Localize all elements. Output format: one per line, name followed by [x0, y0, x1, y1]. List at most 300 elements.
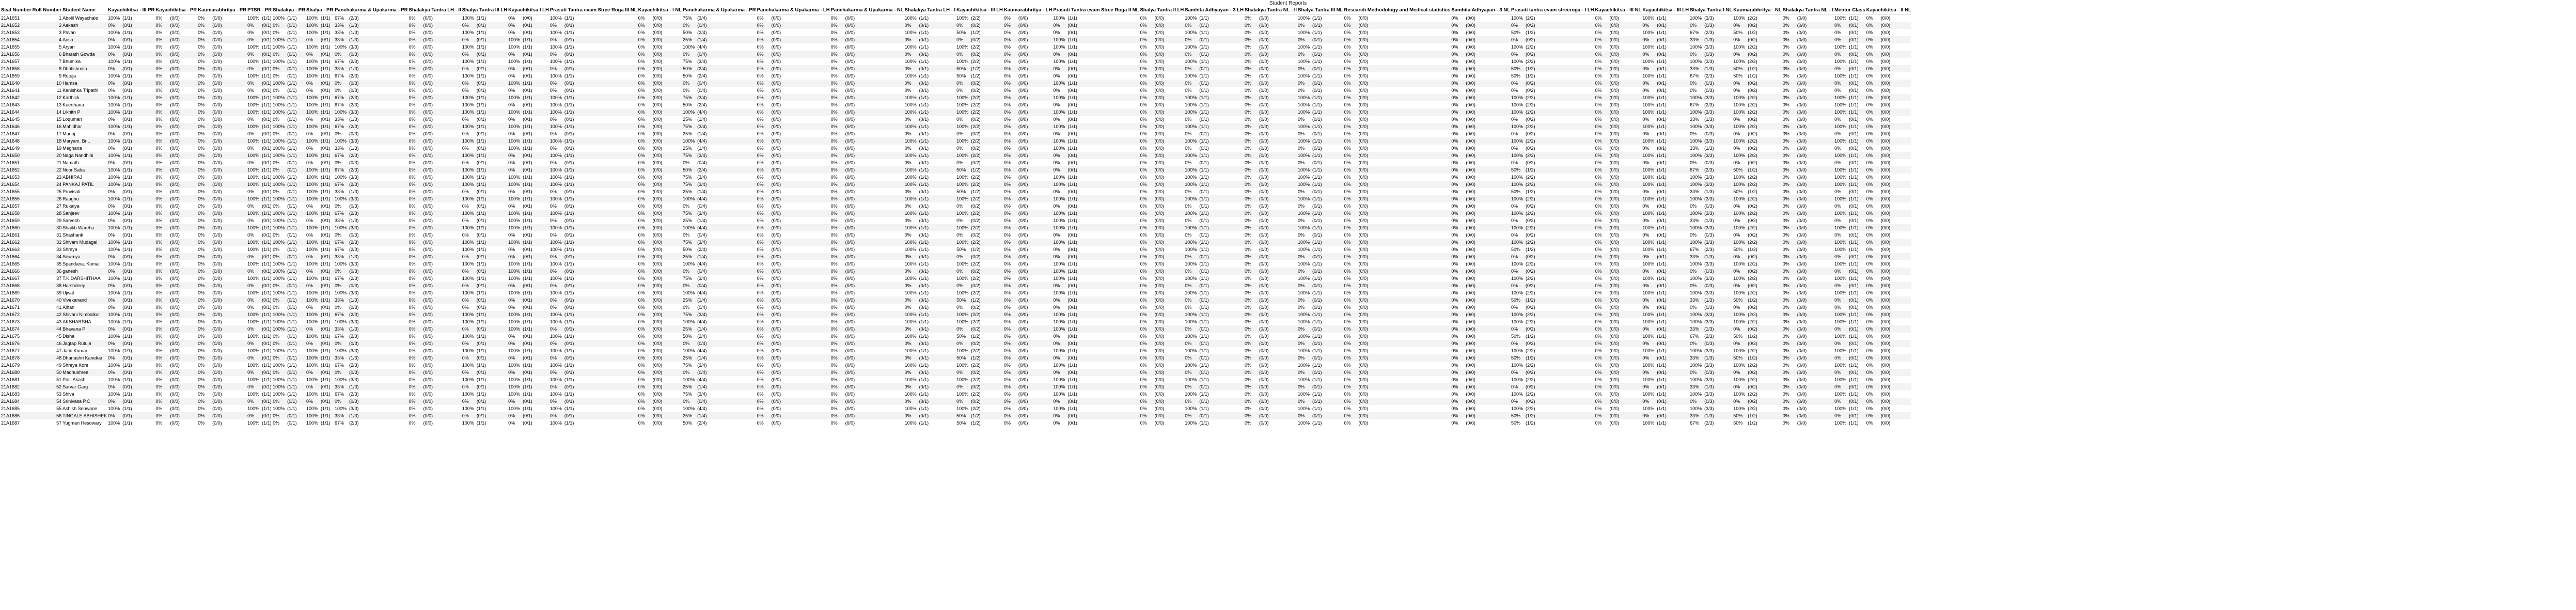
attendance-cell — [1641, 152, 1689, 159]
attendance-cell — [1244, 246, 1297, 253]
attendance-cell — [1052, 152, 1139, 159]
attendance-cell — [637, 217, 682, 224]
attendance-cell — [1450, 275, 1510, 282]
column-header[interactable]: Shalakya - PR — [272, 7, 305, 14]
attendance-cell — [637, 58, 682, 65]
column-header[interactable]: Kayachikitsa - III LH — [1641, 7, 1689, 14]
attendance-cell — [1450, 289, 1510, 296]
attendance-percent: 0% — [198, 196, 205, 201]
attendance-cell — [1184, 152, 1244, 159]
attendance-fraction: (1/1) — [262, 15, 272, 21]
roll-number-cell: 46 — [32, 340, 61, 347]
column-header[interactable]: Kayachikitsa I LH — [507, 7, 549, 14]
attendance-percent: 0% — [904, 117, 912, 122]
attendance-fraction: (0/0) — [1154, 102, 1164, 107]
attendance-percent: 100% — [508, 196, 521, 201]
attendance-fraction: (0/1) — [1067, 298, 1077, 303]
column-header[interactable]: Kaumarabhritya - LH — [1003, 7, 1052, 14]
attendance-cell — [1450, 87, 1510, 94]
seat-number-cell: 21A1671 — [1, 305, 20, 310]
attendance-cell — [334, 304, 408, 311]
attendance-percent: 0% — [757, 102, 764, 107]
attendance-cell — [107, 333, 154, 340]
attendance-cell — [756, 195, 830, 202]
attendance-cell — [1343, 354, 1450, 362]
student-name-cell: Sowmya — [61, 253, 107, 260]
attendance-fraction: (0/0) — [1358, 319, 1368, 324]
attendance-percent: 0% — [409, 290, 416, 295]
attendance-percent: 100% — [1298, 30, 1310, 35]
attendance-percent: 0% — [409, 204, 416, 209]
attendance-fraction: (0/1) — [564, 218, 574, 223]
attendance-fraction: (0/0) — [423, 124, 433, 129]
attendance-cell — [305, 246, 334, 253]
attendance-cell — [1184, 94, 1244, 101]
attendance-cell — [154, 152, 197, 159]
attendance-cell — [334, 108, 408, 116]
column-header[interactable]: Panchakarma & Upakarma - NL — [830, 7, 904, 14]
attendance-percent: 0% — [956, 88, 964, 93]
attendance-percent: 0% — [1003, 182, 1011, 187]
attendance-cell — [904, 311, 956, 318]
column-header[interactable]: Kayachikitsa - III NL — [1594, 7, 1642, 14]
attendance-percent: 100% — [247, 182, 260, 187]
attendance-cell — [682, 231, 756, 239]
attendance-percent: 100% — [508, 175, 521, 180]
attendance-fraction: (0/2) — [1526, 254, 1535, 259]
attendance-fraction: (1/1) — [919, 15, 929, 21]
attendance-fraction: (2/2) — [1526, 348, 1535, 353]
attendance-cell — [1865, 152, 1911, 159]
attendance-cell — [1594, 340, 1642, 347]
attendance-cell — [246, 268, 272, 275]
attendance-cell — [1732, 29, 1781, 36]
attendance-cell — [154, 72, 197, 80]
attendance-fraction: (0/0) — [652, 232, 663, 238]
attendance-fraction: (0/0) — [1154, 110, 1164, 115]
column-header[interactable]: Samhita Adhyayan - 3 LH — [1184, 7, 1244, 14]
attendance-percent: 67% — [1690, 30, 1700, 35]
attendance-fraction: (1/1) — [523, 290, 532, 295]
attendance-cell — [1244, 87, 1297, 94]
attendance-fraction: (2/3) — [349, 182, 359, 187]
attendance-fraction: (0/0) — [1259, 211, 1269, 216]
attendance-cell — [305, 260, 334, 268]
attendance-cell — [1139, 166, 1184, 174]
attendance-cell — [272, 311, 305, 318]
attendance-cell — [507, 145, 549, 152]
attendance-percent: 0% — [198, 153, 205, 158]
attendance-fraction: (0/0) — [845, 182, 855, 187]
attendance-percent: 0% — [508, 73, 515, 79]
column-header[interactable]: Prasuti Tantra evam Stree Roga II NL — [1052, 7, 1139, 14]
attendance-fraction: (1/1) — [1067, 15, 1077, 21]
attendance-cell — [756, 217, 830, 224]
attendance-cell — [549, 145, 637, 152]
attendance-percent: 100% — [1185, 247, 1197, 252]
attendance-cell — [1139, 260, 1184, 268]
attendance-fraction: (0/1) — [1312, 81, 1322, 86]
attendance-percent: 50% — [1733, 247, 1743, 252]
attendance-fraction: (0/1) — [1312, 283, 1322, 288]
attendance-percent: 0% — [108, 204, 115, 209]
attendance-cell — [197, 195, 246, 202]
attendance-fraction: (0/2) — [971, 218, 981, 223]
attendance-cell — [1865, 181, 1911, 188]
attendance-fraction: (0/0) — [212, 312, 222, 317]
attendance-percent: 0% — [1185, 117, 1192, 122]
attendance-cell — [1343, 152, 1450, 159]
attendance-fraction: (1/1) — [1312, 247, 1322, 252]
attendance-cell — [682, 304, 756, 311]
attendance-percent: 0% — [1511, 52, 1518, 57]
attendance-fraction: (0/0) — [845, 254, 855, 259]
attendance-percent: 100% — [1834, 124, 1847, 129]
attendance-cell — [197, 202, 246, 210]
attendance-fraction: (1/1) — [287, 44, 297, 50]
roll-number-cell: 26 — [32, 195, 61, 202]
attendance-fraction: (0/0) — [423, 44, 433, 50]
attendance-cell — [682, 174, 756, 181]
attendance-percent: 0% — [1642, 88, 1650, 93]
attendance-percent: 0% — [1451, 44, 1458, 50]
attendance-fraction: (2/2) — [1526, 153, 1535, 158]
column-header[interactable]: Roll Number — [32, 7, 61, 14]
column-header[interactable]: Panchakarma & Upakarma - LH — [756, 7, 830, 14]
attendance-cell — [1689, 347, 1732, 354]
attendance-cell — [246, 362, 272, 369]
roll-number-cell: 44 — [32, 325, 61, 333]
column-header[interactable]: Panchakarma & Upakarma - PR — [682, 7, 756, 14]
attendance-percent: 0% — [757, 160, 764, 165]
attendance-cell — [1510, 166, 1594, 174]
attendance-cell — [637, 145, 682, 152]
attendance-cell — [1641, 58, 1689, 65]
attendance-percent: 0% — [1298, 160, 1305, 165]
attendance-fraction: (0/1) — [476, 298, 486, 303]
attendance-percent: 0% — [334, 269, 341, 274]
column-header[interactable]: Shalakya Tantra LH - II — [407, 7, 461, 14]
attendance-cell — [1510, 152, 1594, 159]
attendance-percent: 0% — [830, 66, 838, 71]
column-header[interactable]: Kayachikitsa - II NL — [1865, 7, 1911, 14]
attendance-cell — [197, 362, 246, 369]
attendance-percent: 100% — [1690, 290, 1702, 295]
attendance-percent: 100% — [1185, 196, 1197, 201]
attendance-percent: 100% — [1185, 290, 1197, 295]
attendance-percent: 100% — [549, 95, 562, 100]
attendance-fraction: (2/2) — [1748, 102, 1757, 107]
attendance-percent: 0% — [757, 153, 764, 158]
column-header[interactable]: Shalya Tantra II LH — [1139, 7, 1184, 14]
attendance-cell — [461, 43, 507, 51]
attendance-fraction: (0/0) — [212, 247, 222, 252]
column-header[interactable]: Kayachikitsa - III PR — [107, 7, 154, 14]
attendance-cell — [461, 304, 507, 311]
attendance-cell — [1184, 224, 1244, 231]
attendance-percent: 0% — [155, 138, 163, 144]
attendance-fraction: (1/2) — [1526, 355, 1535, 361]
attendance-percent: 0% — [247, 88, 255, 93]
attendance-fraction: (1/1) — [1067, 175, 1077, 180]
attendance-fraction: (1/1) — [564, 312, 574, 317]
column-header[interactable]: Seat Number — [0, 7, 32, 14]
column-header[interactable]: Prasuti tantra evam streeroga - I LH — [1510, 7, 1594, 14]
attendance-cell — [461, 289, 507, 296]
attendance-cell — [1594, 282, 1642, 289]
attendance-cell — [955, 340, 1003, 347]
attendance-fraction: (1/1) — [476, 175, 486, 180]
attendance-cell — [1052, 123, 1139, 130]
attendance-percent: 100% — [904, 110, 917, 115]
column-header[interactable]: Kayachikitsa - III LH — [955, 7, 1003, 14]
column-header[interactable]: Shalya Tantra III LH — [461, 7, 507, 14]
attendance-fraction: (0/0) — [1609, 189, 1620, 194]
attendance-percent: 100% — [1690, 196, 1702, 201]
attendance-cell — [549, 202, 637, 210]
attendance-percent: 100% — [306, 348, 318, 353]
attendance-cell — [1510, 202, 1594, 210]
attendance-cell — [1139, 275, 1184, 282]
attendance-fraction: (1/1) — [564, 240, 574, 245]
column-header[interactable]: Shalya - PR — [305, 7, 334, 14]
attendance-fraction: (0/1) — [1199, 232, 1209, 238]
attendance-fraction: (1/1) — [1199, 30, 1209, 35]
attendance-percent: 0% — [1244, 341, 1251, 346]
attendance-percent: 25% — [683, 189, 693, 194]
attendance-fraction: (0/2) — [1748, 204, 1757, 209]
attendance-percent: 100% — [508, 326, 521, 332]
attendance-cell — [1343, 340, 1450, 347]
attendance-fraction: (0/1) — [1199, 305, 1209, 310]
attendance-fraction: (0/0) — [1609, 66, 1620, 71]
attendance-fraction: (0/1) — [564, 189, 574, 194]
attendance-fraction: (0/0) — [1154, 66, 1164, 71]
attendance-fraction: (3/3) — [1704, 175, 1714, 180]
attendance-cell — [1865, 174, 1911, 181]
attendance-cell — [904, 174, 956, 181]
attendance-percent: 100% — [1834, 290, 1847, 295]
attendance-cell — [1833, 51, 1865, 58]
attendance-cell — [1003, 43, 1052, 51]
attendance-fraction: (0/0) — [771, 319, 781, 324]
column-header[interactable]: Mentor Class — [1833, 7, 1865, 14]
attendance-percent: 0% — [155, 298, 163, 303]
attendance-percent: 0% — [155, 240, 163, 245]
attendance-cell — [1343, 210, 1450, 217]
column-header[interactable]: Kaumarabhritya - NL — [1732, 7, 1781, 14]
attendance-cell — [1865, 159, 1911, 166]
attendance-percent: 33% — [334, 146, 344, 151]
attendance-cell — [154, 188, 197, 195]
attendance-percent: 0% — [757, 261, 764, 267]
attendance-percent: 100% — [1298, 153, 1310, 158]
attendance-percent: 0% — [830, 261, 838, 267]
attendance-fraction: (1/1) — [1199, 44, 1209, 50]
attendance-cell — [1833, 296, 1865, 304]
attendance-percent: 0% — [1344, 269, 1351, 274]
attendance-fraction: (0/0) — [771, 59, 781, 64]
attendance-fraction: (0/0) — [652, 95, 663, 100]
column-header[interactable]: Shalakya Tantra LH - I — [904, 7, 956, 14]
column-header[interactable]: Shalya Tantra III NL — [1297, 7, 1343, 14]
attendance-fraction: (1/4) — [697, 218, 707, 223]
attendance-cell — [1343, 289, 1450, 296]
attendance-fraction: (0/0) — [1797, 232, 1807, 238]
attendance-fraction: (0/2) — [971, 305, 981, 310]
attendance-percent: 0% — [830, 348, 838, 353]
attendance-fraction: (0/0) — [1358, 334, 1368, 339]
attendance-cell — [1450, 72, 1510, 80]
attendance-percent: 100% — [1511, 138, 1523, 144]
attendance-fraction: (1/1) — [320, 59, 331, 64]
attendance-fraction: (0/0) — [652, 73, 663, 79]
attendance-cell — [549, 268, 637, 275]
attendance-percent: 100% — [306, 225, 318, 230]
attendance-percent: 100% — [247, 276, 260, 281]
attendance-cell — [1782, 166, 1833, 174]
attendance-fraction: (0/0) — [1609, 117, 1620, 122]
attendance-cell — [549, 159, 637, 166]
attendance-fraction: (0/0) — [1358, 66, 1368, 71]
attendance-fraction: (0/0) — [1466, 110, 1475, 115]
attendance-fraction: (1/1) — [523, 319, 532, 324]
attendance-cell — [1297, 29, 1343, 36]
column-header[interactable]: Samhita Adhyayan - 3 NL — [1450, 7, 1510, 14]
attendance-cell — [107, 43, 154, 51]
attendance-cell — [1732, 304, 1781, 311]
attendance-percent: 0% — [1451, 326, 1458, 332]
attendance-percent: 50% — [683, 73, 693, 79]
attendance-percent: 0% — [1244, 23, 1251, 28]
attendance-percent: 0% — [757, 305, 764, 310]
attendance-percent: 0% — [1344, 298, 1351, 303]
attendance-percent: 100% — [273, 110, 285, 115]
column-header[interactable]: Shalakya Tantra NL - I — [1782, 7, 1833, 14]
attendance-percent: 0% — [1866, 319, 1873, 324]
attendance-fraction: (0/0) — [1609, 52, 1620, 57]
attendance-percent: 0% — [1451, 52, 1458, 57]
attendance-cell — [549, 289, 637, 296]
attendance-percent: 0% — [409, 124, 416, 129]
attendance-percent: 0% — [1866, 276, 1873, 281]
column-header[interactable]: PTSR - PR — [246, 7, 272, 14]
column-header[interactable]: Shalya Tantra I NL — [1689, 7, 1732, 14]
column-header[interactable]: Student Name — [61, 7, 107, 14]
attendance-percent: 100% — [1185, 240, 1197, 245]
attendance-fraction: (1/1) — [476, 95, 486, 100]
attendance-fraction: (0/1) — [1657, 146, 1667, 151]
attendance-percent: 0% — [108, 81, 115, 86]
attendance-percent: 0% — [1003, 232, 1011, 238]
attendance-fraction: (0/0) — [1154, 37, 1164, 42]
attendance-percent: 100% — [1298, 225, 1310, 230]
column-header[interactable]: Kayachikitsa - I NL — [637, 7, 682, 14]
attendance-cell — [1450, 268, 1510, 275]
attendance-fraction: (0/1) — [1067, 23, 1077, 28]
attendance-fraction: (2/2) — [1526, 110, 1535, 115]
attendance-fraction: (0/0) — [423, 312, 433, 317]
column-header[interactable]: Prasuti Tantra evam Stree Roga III NL — [549, 7, 637, 14]
attendance-cell — [682, 188, 756, 195]
attendance-percent: 0% — [462, 283, 469, 288]
attendance-fraction: (3/3) — [1704, 138, 1714, 144]
attendance-fraction: (2/2) — [971, 110, 981, 115]
attendance-fraction: (0/0) — [652, 102, 663, 107]
column-header[interactable]: Shalakya Tantra NL - II — [1244, 7, 1297, 14]
attendance-percent: 0% — [1140, 269, 1147, 274]
table-row — [0, 152, 1911, 159]
attendance-fraction: (2/3) — [349, 276, 359, 281]
attendance-percent: 0% — [638, 211, 645, 216]
attendance-percent: 100% — [462, 44, 474, 50]
attendance-percent: 0% — [155, 225, 163, 230]
attendance-fraction: (1/1) — [523, 211, 532, 216]
attendance-fraction: (0/0) — [170, 363, 180, 368]
attendance-fraction: (1/1) — [1312, 102, 1322, 107]
column-header[interactable]: Panchakarma & Upakarma - PR — [334, 7, 408, 14]
attendance-cell — [1689, 152, 1732, 159]
attendance-fraction: (1/1) — [919, 261, 929, 267]
attendance-cell — [507, 246, 549, 253]
attendance-cell — [334, 58, 408, 65]
attendance-cell — [461, 130, 507, 137]
attendance-cell — [1732, 130, 1781, 137]
attendance-fraction: (0/0) — [1259, 232, 1269, 238]
attendance-fraction: (0/0) — [170, 44, 180, 50]
attendance-cell — [334, 14, 408, 22]
attendance-percent: 100% — [273, 218, 285, 223]
attendance-percent: 75% — [683, 175, 693, 180]
attendance-fraction: (1/1) — [523, 59, 532, 64]
attendance-cell — [1003, 325, 1052, 333]
attendance-fraction: (0/1) — [122, 131, 132, 136]
attendance-fraction: (0/0) — [771, 341, 781, 346]
attendance-fraction: (0/0) — [1466, 319, 1475, 324]
attendance-percent: 50% — [956, 30, 966, 35]
attendance-cell — [955, 101, 1003, 108]
attendance-fraction: (1/1) — [320, 138, 331, 144]
attendance-cell — [549, 123, 637, 130]
attendance-percent: 67% — [1690, 247, 1700, 252]
attendance-cell — [305, 152, 334, 159]
attendance-fraction: (1/1) — [476, 211, 486, 216]
attendance-fraction: (1/1) — [919, 182, 929, 187]
attendance-percent: 100% — [904, 182, 917, 187]
attendance-fraction: (1/2) — [1526, 247, 1535, 252]
column-header[interactable]: Research Methodology and Medical-statistics — [1343, 7, 1450, 14]
attendance-cell — [197, 210, 246, 217]
attendance-cell — [637, 181, 682, 188]
attendance-cell — [305, 72, 334, 80]
attendance-fraction: (0/0) — [652, 254, 663, 259]
column-header[interactable]: Kaumarabhritya - PR — [197, 7, 246, 14]
attendance-fraction: (0/0) — [771, 95, 781, 100]
attendance-cell — [272, 231, 305, 239]
attendance-cell — [1244, 108, 1297, 116]
attendance-cell — [507, 231, 549, 239]
attendance-percent: 0% — [1595, 283, 1602, 288]
attendance-cell — [549, 224, 637, 231]
attendance-cell — [461, 22, 507, 29]
seat-number-cell: 21A1667 — [1, 276, 20, 281]
column-header[interactable]: Kayachikitsa - PR — [154, 7, 197, 14]
attendance-fraction: (1/1) — [1849, 95, 1859, 100]
attendance-fraction: (1/1) — [1199, 247, 1209, 252]
attendance-fraction: (2/2) — [1526, 276, 1535, 281]
attendance-fraction: (0/0) — [652, 326, 663, 332]
attendance-fraction: (1/1) — [1312, 225, 1322, 230]
